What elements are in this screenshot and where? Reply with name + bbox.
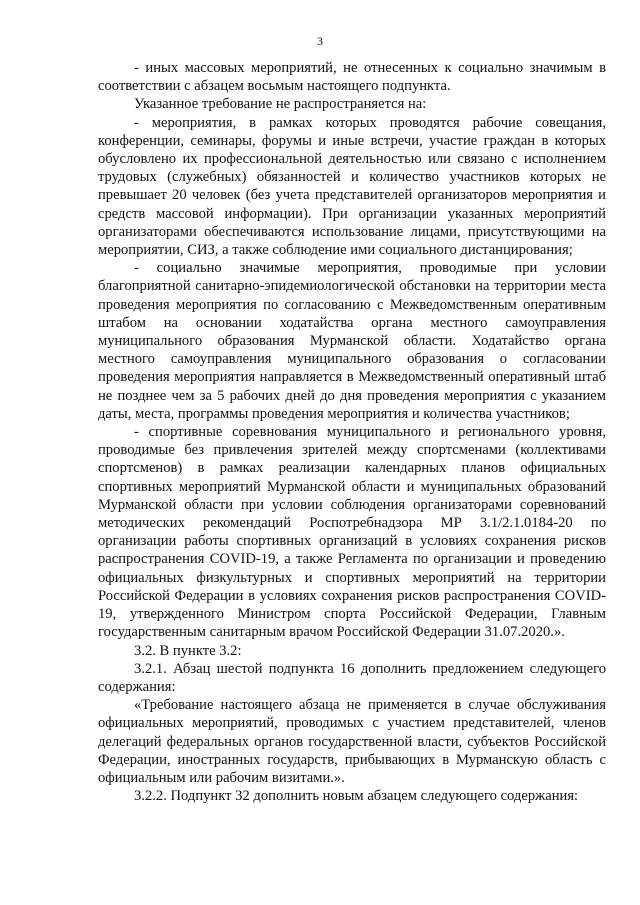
paragraph-socially-significant-events: - социально значимые мероприятия, проводимые при условии благоприятной санитарно-эпидемиологической обстановки на территории места проведения мероприятия по согласованию с Межведомственным оперативным штабом на основании ходатайства органа местного самоуправления муниципального образования Мурманской области. Ходатайство органа местного самоуправления муниципального образования о согласовании проведения мероприятия направляется в Межведомственный оперативный штаб не позднее чем за 5 рабочих дней до дня проведения мероприятия с указанием даты, места, программы проведения мероприятия и количества участников;	[98, 260, 606, 422]
document-body	[98, 59, 606, 805]
paragraph-work-meetings: - мероприятия, в рамках которых проводятся рабочие совещания, конференции, семинары, форумы и иные встречи, участие граждан в которых обусловлено их профессиональной деятельностью или связано с исполнением трудовых (служебных) обязанностей и количество участников которых не превышает 20 человек (без учета представителей организаторов мероприятия и средств массовой информации). При организации указанных мероприятий организаторами обеспечиваются использование лицами, присутствующими на мероприятии, СИЗ, а также соблюдение ими социального дистанцирования;	[98, 114, 606, 259]
paragraph-clause-3-2-2: 3.2.2. Подпункт 32 дополнить новым абзацем следующего содержания:	[134, 788, 579, 805]
paragraph-clause-3-2-1: 3.2.1. Абзац шестой подпункта 16 дополнить предложением следующего содержания:	[98, 660, 606, 695]
paragraph-official-events-quote: «Требование настоящего абзаца не применяется в случае обслуживания официальных мероприятий, проводимых с участием представителей, членов делегаций федеральных органов государственной власти, субъектов Российской Федерации, иностранных государств, прибывающих в Мурманскую область с официальным или рабочим визитами.».	[98, 697, 606, 786]
paragraph-mass-events: - иных массовых мероприятий, не отнесенных к социально значимым в соответствии с абзацем восьмым настоящего подпункта.	[98, 60, 606, 95]
paragraph-clause-3-2: 3.2. В пункте 3.2:	[134, 642, 242, 659]
paragraph-exceptions-intro: Указанное требование не распространяется на:	[134, 96, 427, 113]
page-number: 3	[317, 34, 323, 48]
paragraph-sports-competitions: - спортивные соревнования муниципального и регионального уровня, проводимые без привлечения зрителей между спортсменами (коллективами спортсменов) в рамках реализации календарных планов официальных спортивных мероприятий Мурманской области и муниципальных образований Мурманской области при условии соблюдения организаторами соревнований методических рекомендаций Роспотребнадзора МР 3.1/2.1.0184-20 по организации работы спортивных организаций в условиях сохранения рисков распространения COVID-19, а также Регламента по организации и проведению официальных физкультурных и спортивных мероприятий на территории Российской Федерации в условиях сохранения рисков распространения COVID-19, утвержденного Министром спорта Российской Федерации, Главным государственным санитарным врачом Российской Федерации 31.07.2020.».	[98, 424, 606, 641]
